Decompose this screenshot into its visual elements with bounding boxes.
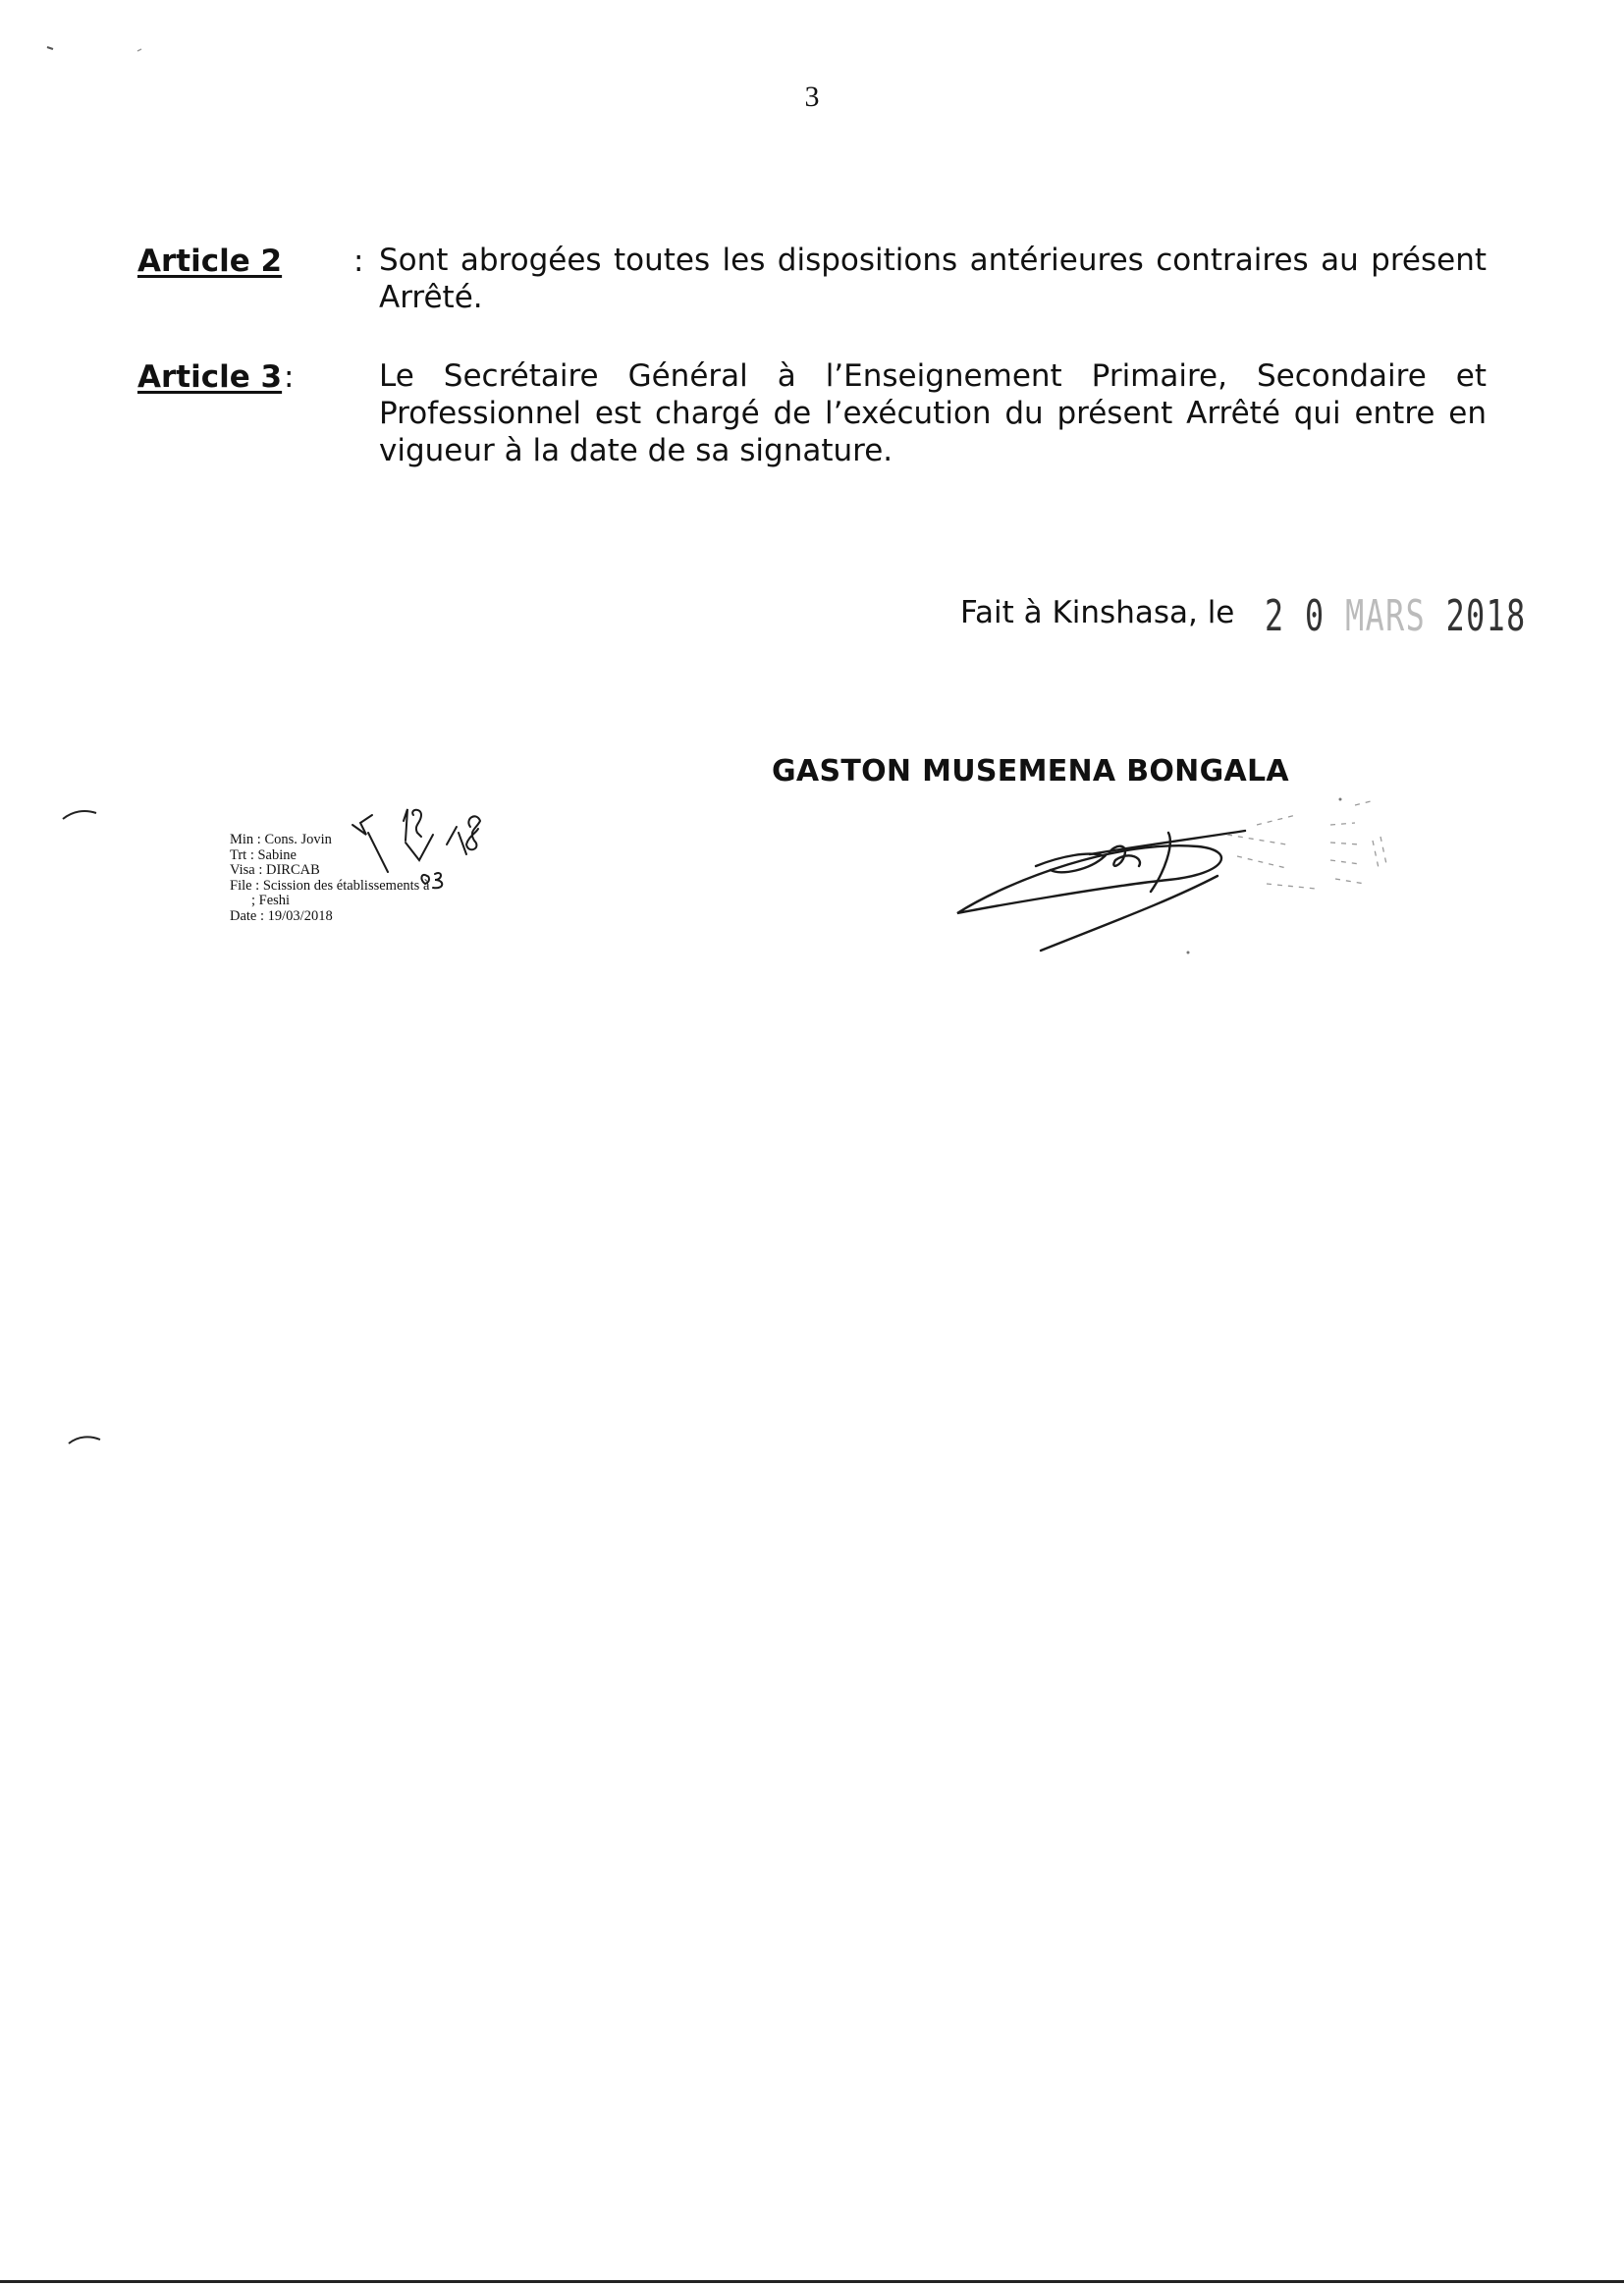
scan-artifact-top	[61, 803, 100, 823]
article-3-label: Article 3	[137, 359, 283, 395]
date-stamp	[1265, 591, 1527, 641]
date-stamp-year: 2018	[1445, 591, 1527, 641]
scan-artifact-bottom	[67, 1430, 106, 1449]
article-2-text: Sont abrogées toutes les dispositions antérieures contraires au présent Arrêté.	[379, 243, 1487, 315]
routing-file-continuation: ; Feshi	[251, 893, 291, 908]
article-3-colon: :	[284, 359, 295, 395]
routing-min: Min : Cons. Jovin	[230, 832, 332, 847]
scan-artifact-corner	[45, 41, 153, 57]
article-3-text: Le Secrétaire Général à l’Enseignement Primaire, Secondaire et Professionnel est chargé de l’exécution du présent Arrêté qui entre en vigueur à la date de sa signature.	[379, 358, 1487, 468]
routing-date: Date : 19/03/2018	[230, 907, 333, 924]
page-number: 3	[804, 81, 820, 113]
handwritten-signature	[943, 786, 1404, 962]
scan-bottom-edge	[0, 2280, 1624, 2283]
article-2-colon: :	[353, 244, 364, 279]
article-2-label: Article 2	[137, 244, 283, 279]
signer-name: GASTON MUSEMENA BONGALA	[772, 754, 1289, 789]
date-stamp-month: MARS	[1345, 591, 1427, 641]
routing-file: File : Scission des établissements à	[230, 877, 430, 894]
signature-place: Fait à Kinshasa, le	[960, 595, 1235, 630]
handwritten-initials	[349, 803, 496, 901]
routing-visa: Visa : DIRCAB	[230, 862, 320, 878]
routing-treatment: Trt : Sabine	[230, 846, 297, 863]
date-stamp-day: 2 0	[1265, 591, 1326, 641]
